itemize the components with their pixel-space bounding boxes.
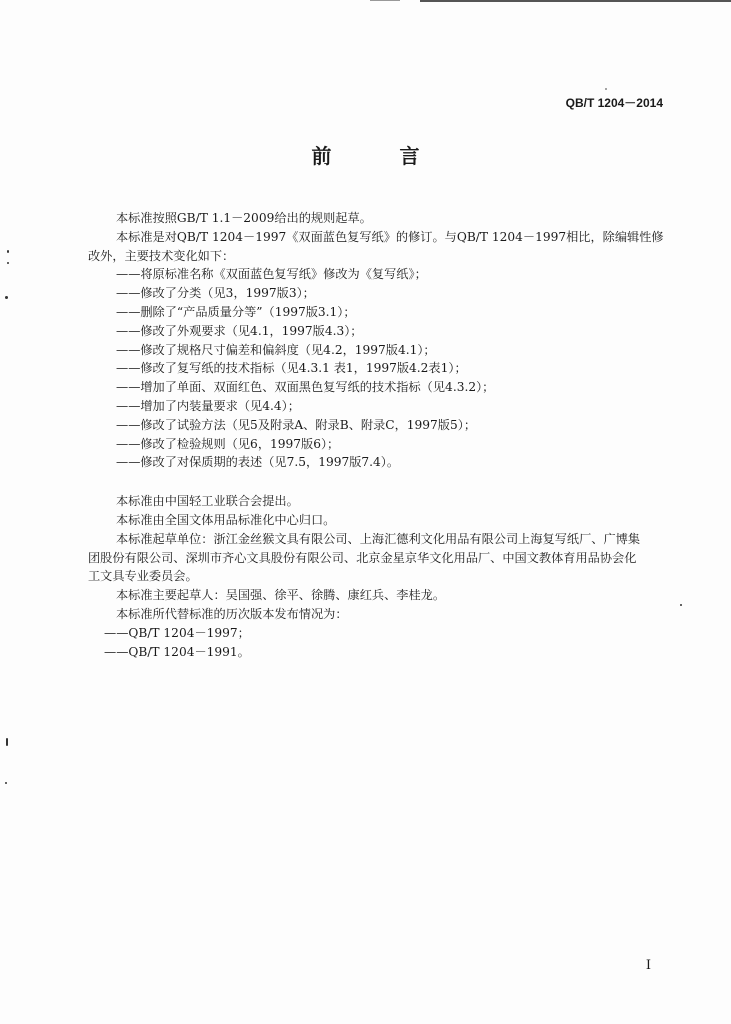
scan-edge-line xyxy=(420,0,731,2)
paragraph-history-intro: 本标准所代替标准的历次版本发布情况为： xyxy=(116,606,348,621)
paragraph-administrator: 本标准由全国文体用品标准化中心归口。 xyxy=(116,512,336,527)
change-item: ——将原标准名称《双面蓝色复写纸》修改为《复写纸》； xyxy=(116,267,427,282)
change-item: ——增加了单面、双面红色、双面黑色复写纸的技术指标（见4.3.2）； xyxy=(116,380,495,395)
change-item: ——增加了内装量要求（见4.4）； xyxy=(116,398,300,413)
paragraph-proposer: 本标准由中国轻工业联合会提出。 xyxy=(116,494,299,509)
paragraph-drafting-units-line1: 本标准起草单位：浙江金丝猴文具有限公司、上海汇德利文化用品有限公司上海复写纸厂、广博集 xyxy=(116,531,641,546)
change-item: ——修改了复写纸的技术指标（见4.3.1 表1，1997版4.2表1）； xyxy=(116,361,467,376)
change-item: ——修改了外观要求（见4.1，1997版4.3）； xyxy=(116,323,363,338)
scan-speck xyxy=(680,604,682,606)
change-item: ——修改了对保质期的表述（见7.5，1997版7.4）。 xyxy=(116,455,400,470)
standard-code: QB/T 1204－2014 xyxy=(565,96,663,110)
paragraph-drafting-units-line3: 工文具专业委员会。 xyxy=(88,569,198,584)
scan-speck xyxy=(7,250,9,253)
change-item: ——删除了“产品质量分等”（1997版3.1）； xyxy=(116,304,356,319)
page-number: I xyxy=(645,958,651,973)
paragraph-revision-line2: 改外，主要技术变化如下： xyxy=(88,248,235,263)
scan-speck xyxy=(605,88,607,90)
change-item: ——修改了试验方法（见5及附录A、附录B、附录C，1997版5）； xyxy=(116,417,477,432)
foreword-body xyxy=(88,209,678,661)
page-title: 前 言 xyxy=(311,144,444,168)
scan-speck xyxy=(6,738,8,746)
paragraph-spacer xyxy=(88,472,678,492)
change-item: ——修改了规格尺寸偏差和偏斜度（见4.2，1997版4.1）； xyxy=(116,342,436,357)
paragraph-drafters: 本标准主要起草人：吴国强、徐平、徐腾、康红兵、李桂龙。 xyxy=(116,588,446,603)
scan-edge-line xyxy=(370,0,400,1)
paragraph-revision-line1: 本标准是对QB/T 1204－1997《双面蓝色复写纸》的修订。与QB/T 1204－1997相比，除编辑性修 xyxy=(116,229,664,244)
scan-speck xyxy=(7,262,9,264)
paragraph-drafting-units-line2: 团股份有限公司、深圳市齐心文具股份有限公司、北京金星京华文化用品厂、中国文教体育用品协会化 xyxy=(88,550,637,565)
change-item: ——修改了检验规则（见6，1997版6）； xyxy=(116,436,340,451)
scan-speck xyxy=(5,782,7,784)
history-item: ——QB/T 1204－1991。 xyxy=(104,644,250,659)
change-item: ——修改了分类（见3，1997版3）； xyxy=(116,286,315,301)
paragraph-drafting-rules: 本标准按照GB/T 1.1－2009给出的规则起草。 xyxy=(116,211,372,225)
scan-speck xyxy=(5,296,8,299)
history-item: ——QB/T 1204－1997； xyxy=(104,625,250,640)
